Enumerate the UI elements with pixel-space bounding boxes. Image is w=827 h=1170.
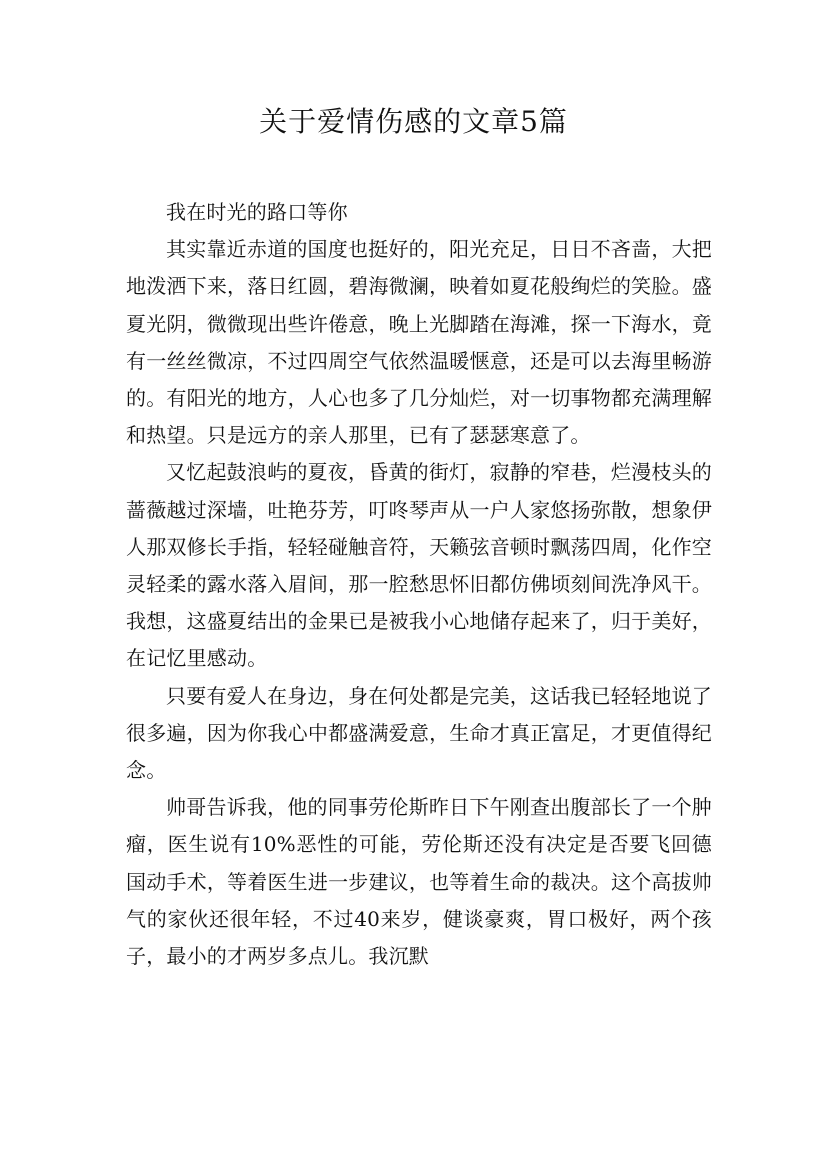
paragraph: 又忆起鼓浪屿的夏夜，昏黄的街灯，寂静的窄巷，烂漫枝头的蔷薇越过深墙，吐艳芬芳，叮咚琴声从一户人家悠扬弥散，想象伊人那双修长手指，轻轻碰触音符，天籁弦音顿时飘荡四周，化作空灵轻柔的露水落入眉间，那一腔愁思怀旧都仿佛顷刻间洗净风干。我想，这盛夏结出的金果已是被我小心地储存起来了，归于美好，在记忆里感动。	[126, 460, 712, 671]
paragraph: 只要有爱人在身边，身在何处都是完美，这话我已轻轻地说了很多遍，因为你我心中都盛满爱意，生命才真正富足，才更值得纪念。	[126, 683, 712, 783]
paragraph-subtitle: 我在时光的路口等你	[166, 200, 348, 224]
document-body	[126, 194, 712, 975]
paragraph: 其实靠近赤道的国度也挺好的，阳光充足，日日不吝啬，大把地泼洒下来，落日红圆，碧海微澜，映着如夏花般绚烂的笑脸。盛夏光阴，微微现出些许倦意，晚上光脚踏在海滩，探一下海水，竟有一丝丝微凉，不过四周空气依然温暖惬意，还是可以去海里畅游的。有阳光的地方，人心也多了几分灿烂，对一切事物都充满理解和热望。只是远方的亲人那里，已有了瑟瑟寒意了。	[126, 237, 712, 448]
document-title: 关于爱情伤感的文章5篇	[259, 105, 568, 138]
paragraph: 帅哥告诉我，他的同事劳伦斯昨日下午刚查出腹部长了一个肿瘤，医生说有10%恶性的可能，劳伦斯还没有决定是否要飞回德国动手术，等着医生进一步建议，也等着生命的裁决。这个高拔帅气的家伙还很年轻，不过40来岁，健谈豪爽，胃口极好，两个孩子，最小的才两岁多点儿。我沉默	[126, 795, 712, 969]
